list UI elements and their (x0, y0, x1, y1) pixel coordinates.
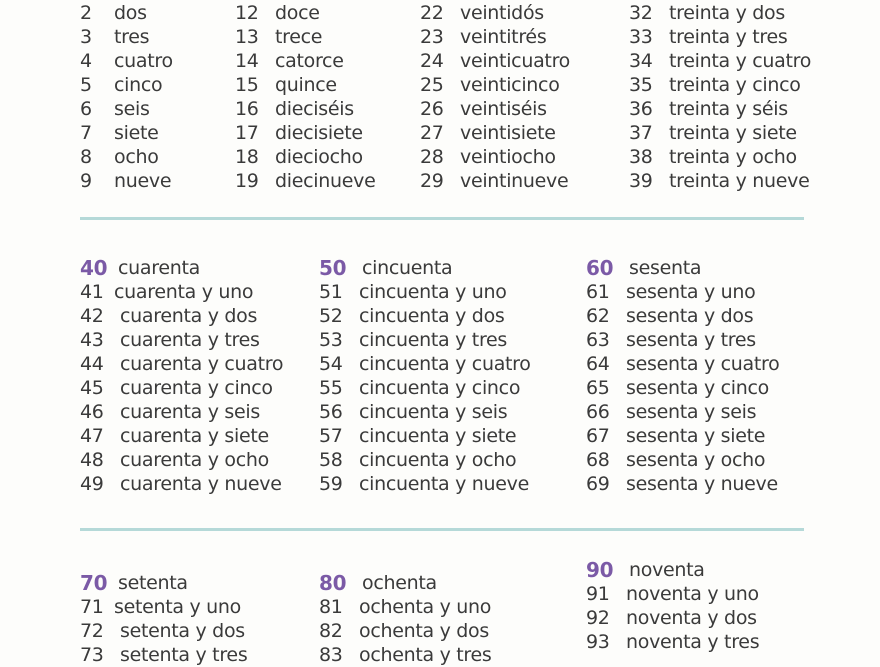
heading-number: 90 (586, 558, 614, 582)
word: cincuenta y seis (359, 401, 508, 423)
number: 48 (80, 449, 104, 471)
number: 6 (80, 98, 92, 120)
heading-number: 50 (319, 256, 347, 280)
word: treinta y cuatro (669, 50, 812, 72)
word: sesenta y siete (626, 425, 766, 447)
number: 13 (235, 26, 259, 48)
number: 45 (80, 377, 104, 399)
word: sesenta y nueve (626, 473, 778, 495)
heading-word: ochenta (362, 572, 437, 594)
word: noventa y dos (626, 607, 757, 629)
word: cuarenta y dos (120, 305, 258, 327)
heading-number: 60 (586, 256, 614, 280)
word: veintitrés (460, 26, 547, 48)
word: sesenta y seis (626, 401, 757, 423)
number: 44 (80, 353, 104, 375)
word: setenta y tres (120, 644, 248, 666)
word: noventa y uno (626, 583, 759, 605)
number: 72 (80, 620, 104, 642)
number: 18 (235, 146, 259, 168)
number: 23 (420, 26, 444, 48)
word: ocho (114, 146, 159, 168)
word: ochenta y dos (359, 620, 489, 642)
number: 49 (80, 473, 104, 495)
word: cincuenta y cuatro (359, 353, 531, 375)
word: cuarenta y tres (120, 329, 260, 351)
number: 54 (319, 353, 343, 375)
heading-word: cuarenta (118, 257, 200, 279)
number: 46 (80, 401, 104, 423)
number: 4 (80, 50, 92, 72)
section-divider (80, 528, 804, 531)
word: cuarenta y cinco (120, 377, 273, 399)
word: ochenta y uno (359, 596, 492, 618)
word: veintiocho (460, 146, 556, 168)
heading-word: setenta (118, 572, 188, 594)
heading-number: 80 (319, 571, 347, 595)
word: diecisiete (275, 122, 363, 144)
word: veinticuatro (460, 50, 570, 72)
word: sesenta y dos (626, 305, 754, 327)
word: veintiséis (460, 98, 547, 120)
number: 33 (629, 26, 653, 48)
number: 64 (586, 353, 610, 375)
word: dieciséis (275, 98, 354, 120)
word: sesenta y ocho (626, 449, 766, 471)
word: quince (275, 74, 337, 96)
word: catorce (275, 50, 344, 72)
word: sesenta y tres (626, 329, 756, 351)
word: treinta y cinco (669, 74, 801, 96)
word: treinta y dos (669, 2, 785, 24)
number: 16 (235, 98, 259, 120)
number: 7 (80, 122, 92, 144)
number: 17 (235, 122, 259, 144)
number: 28 (420, 146, 444, 168)
number: 62 (586, 305, 610, 327)
number: 42 (80, 305, 104, 327)
number: 41 (80, 281, 104, 303)
number: 14 (235, 50, 259, 72)
number: 47 (80, 425, 104, 447)
word: nueve (114, 170, 172, 192)
number: 66 (586, 401, 610, 423)
word: dieciocho (275, 146, 363, 168)
word: diecinueve (275, 170, 376, 192)
number: 5 (80, 74, 92, 96)
number: 71 (80, 596, 104, 618)
number: 52 (319, 305, 343, 327)
word: veinticinco (460, 74, 560, 96)
heading-number: 70 (80, 571, 108, 595)
word: setenta y dos (120, 620, 245, 642)
number: 73 (80, 644, 104, 666)
word: cincuenta y dos (359, 305, 505, 327)
number: 53 (319, 329, 343, 351)
word: treinta y siete (669, 122, 797, 144)
word: noventa y tres (626, 631, 760, 653)
word: cuarenta y uno (114, 281, 254, 303)
heading-word: sesenta (629, 257, 702, 279)
number: 35 (629, 74, 653, 96)
number: 22 (420, 2, 444, 24)
number: 69 (586, 473, 610, 495)
word: cincuenta y cinco (359, 377, 521, 399)
number: 56 (319, 401, 343, 423)
number: 58 (319, 449, 343, 471)
word: cuarenta y cuatro (120, 353, 284, 375)
heading-word: noventa (629, 559, 705, 581)
number: 63 (586, 329, 610, 351)
word: cincuenta y nueve (359, 473, 530, 495)
number: 81 (319, 596, 343, 618)
number: 26 (420, 98, 444, 120)
word: cuarenta y ocho (120, 449, 269, 471)
word: treinta y tres (669, 26, 788, 48)
word: dos (114, 2, 147, 24)
heading-word: cincuenta (362, 257, 453, 279)
heading-number: 40 (80, 256, 108, 280)
word: treinta y ocho (669, 146, 797, 168)
word: sesenta y uno (626, 281, 756, 303)
number: 61 (586, 281, 610, 303)
number: 91 (586, 583, 610, 605)
number: 59 (319, 473, 343, 495)
number: 65 (586, 377, 610, 399)
word: sesenta y cinco (626, 377, 769, 399)
number: 43 (80, 329, 104, 351)
word: seis (114, 98, 150, 120)
number: 12 (235, 2, 259, 24)
word: trece (275, 26, 323, 48)
word: cincuenta y tres (359, 329, 508, 351)
number: 25 (420, 74, 444, 96)
number: 93 (586, 631, 610, 653)
word: cincuenta y uno (359, 281, 507, 303)
number: 51 (319, 281, 343, 303)
number: 68 (586, 449, 610, 471)
word: doce (275, 2, 320, 24)
word: treinta y séis (669, 98, 788, 120)
number: 83 (319, 644, 343, 666)
number: 3 (80, 26, 92, 48)
number: 32 (629, 2, 653, 24)
word: veintinueve (460, 170, 569, 192)
word: setenta y uno (114, 596, 241, 618)
word: cuarenta y siete (120, 425, 269, 447)
number: 55 (319, 377, 343, 399)
number: 15 (235, 74, 259, 96)
number: 2 (80, 2, 92, 24)
number: 9 (80, 170, 92, 192)
word: cincuenta y ocho (359, 449, 517, 471)
word: sesenta y cuatro (626, 353, 780, 375)
word: cuarenta y seis (120, 401, 260, 423)
number: 39 (629, 170, 653, 192)
word: cincuenta y siete (359, 425, 517, 447)
number: 36 (629, 98, 653, 120)
number: 82 (319, 620, 343, 642)
number: 38 (629, 146, 653, 168)
word: siete (114, 122, 159, 144)
number: 92 (586, 607, 610, 629)
number: 57 (319, 425, 343, 447)
word: treinta y nueve (669, 170, 810, 192)
number: 19 (235, 170, 259, 192)
number: 67 (586, 425, 610, 447)
number: 27 (420, 122, 444, 144)
word: veintisiete (460, 122, 556, 144)
number: 29 (420, 170, 444, 192)
word: cuatro (114, 50, 173, 72)
word: veintidós (460, 2, 544, 24)
number: 24 (420, 50, 444, 72)
word: cinco (114, 74, 163, 96)
word: cuarenta y nueve (120, 473, 282, 495)
number: 37 (629, 122, 653, 144)
number: 34 (629, 50, 653, 72)
word: ochenta y tres (359, 644, 492, 666)
word: tres (114, 26, 150, 48)
section-divider (80, 217, 804, 220)
number: 8 (80, 146, 92, 168)
